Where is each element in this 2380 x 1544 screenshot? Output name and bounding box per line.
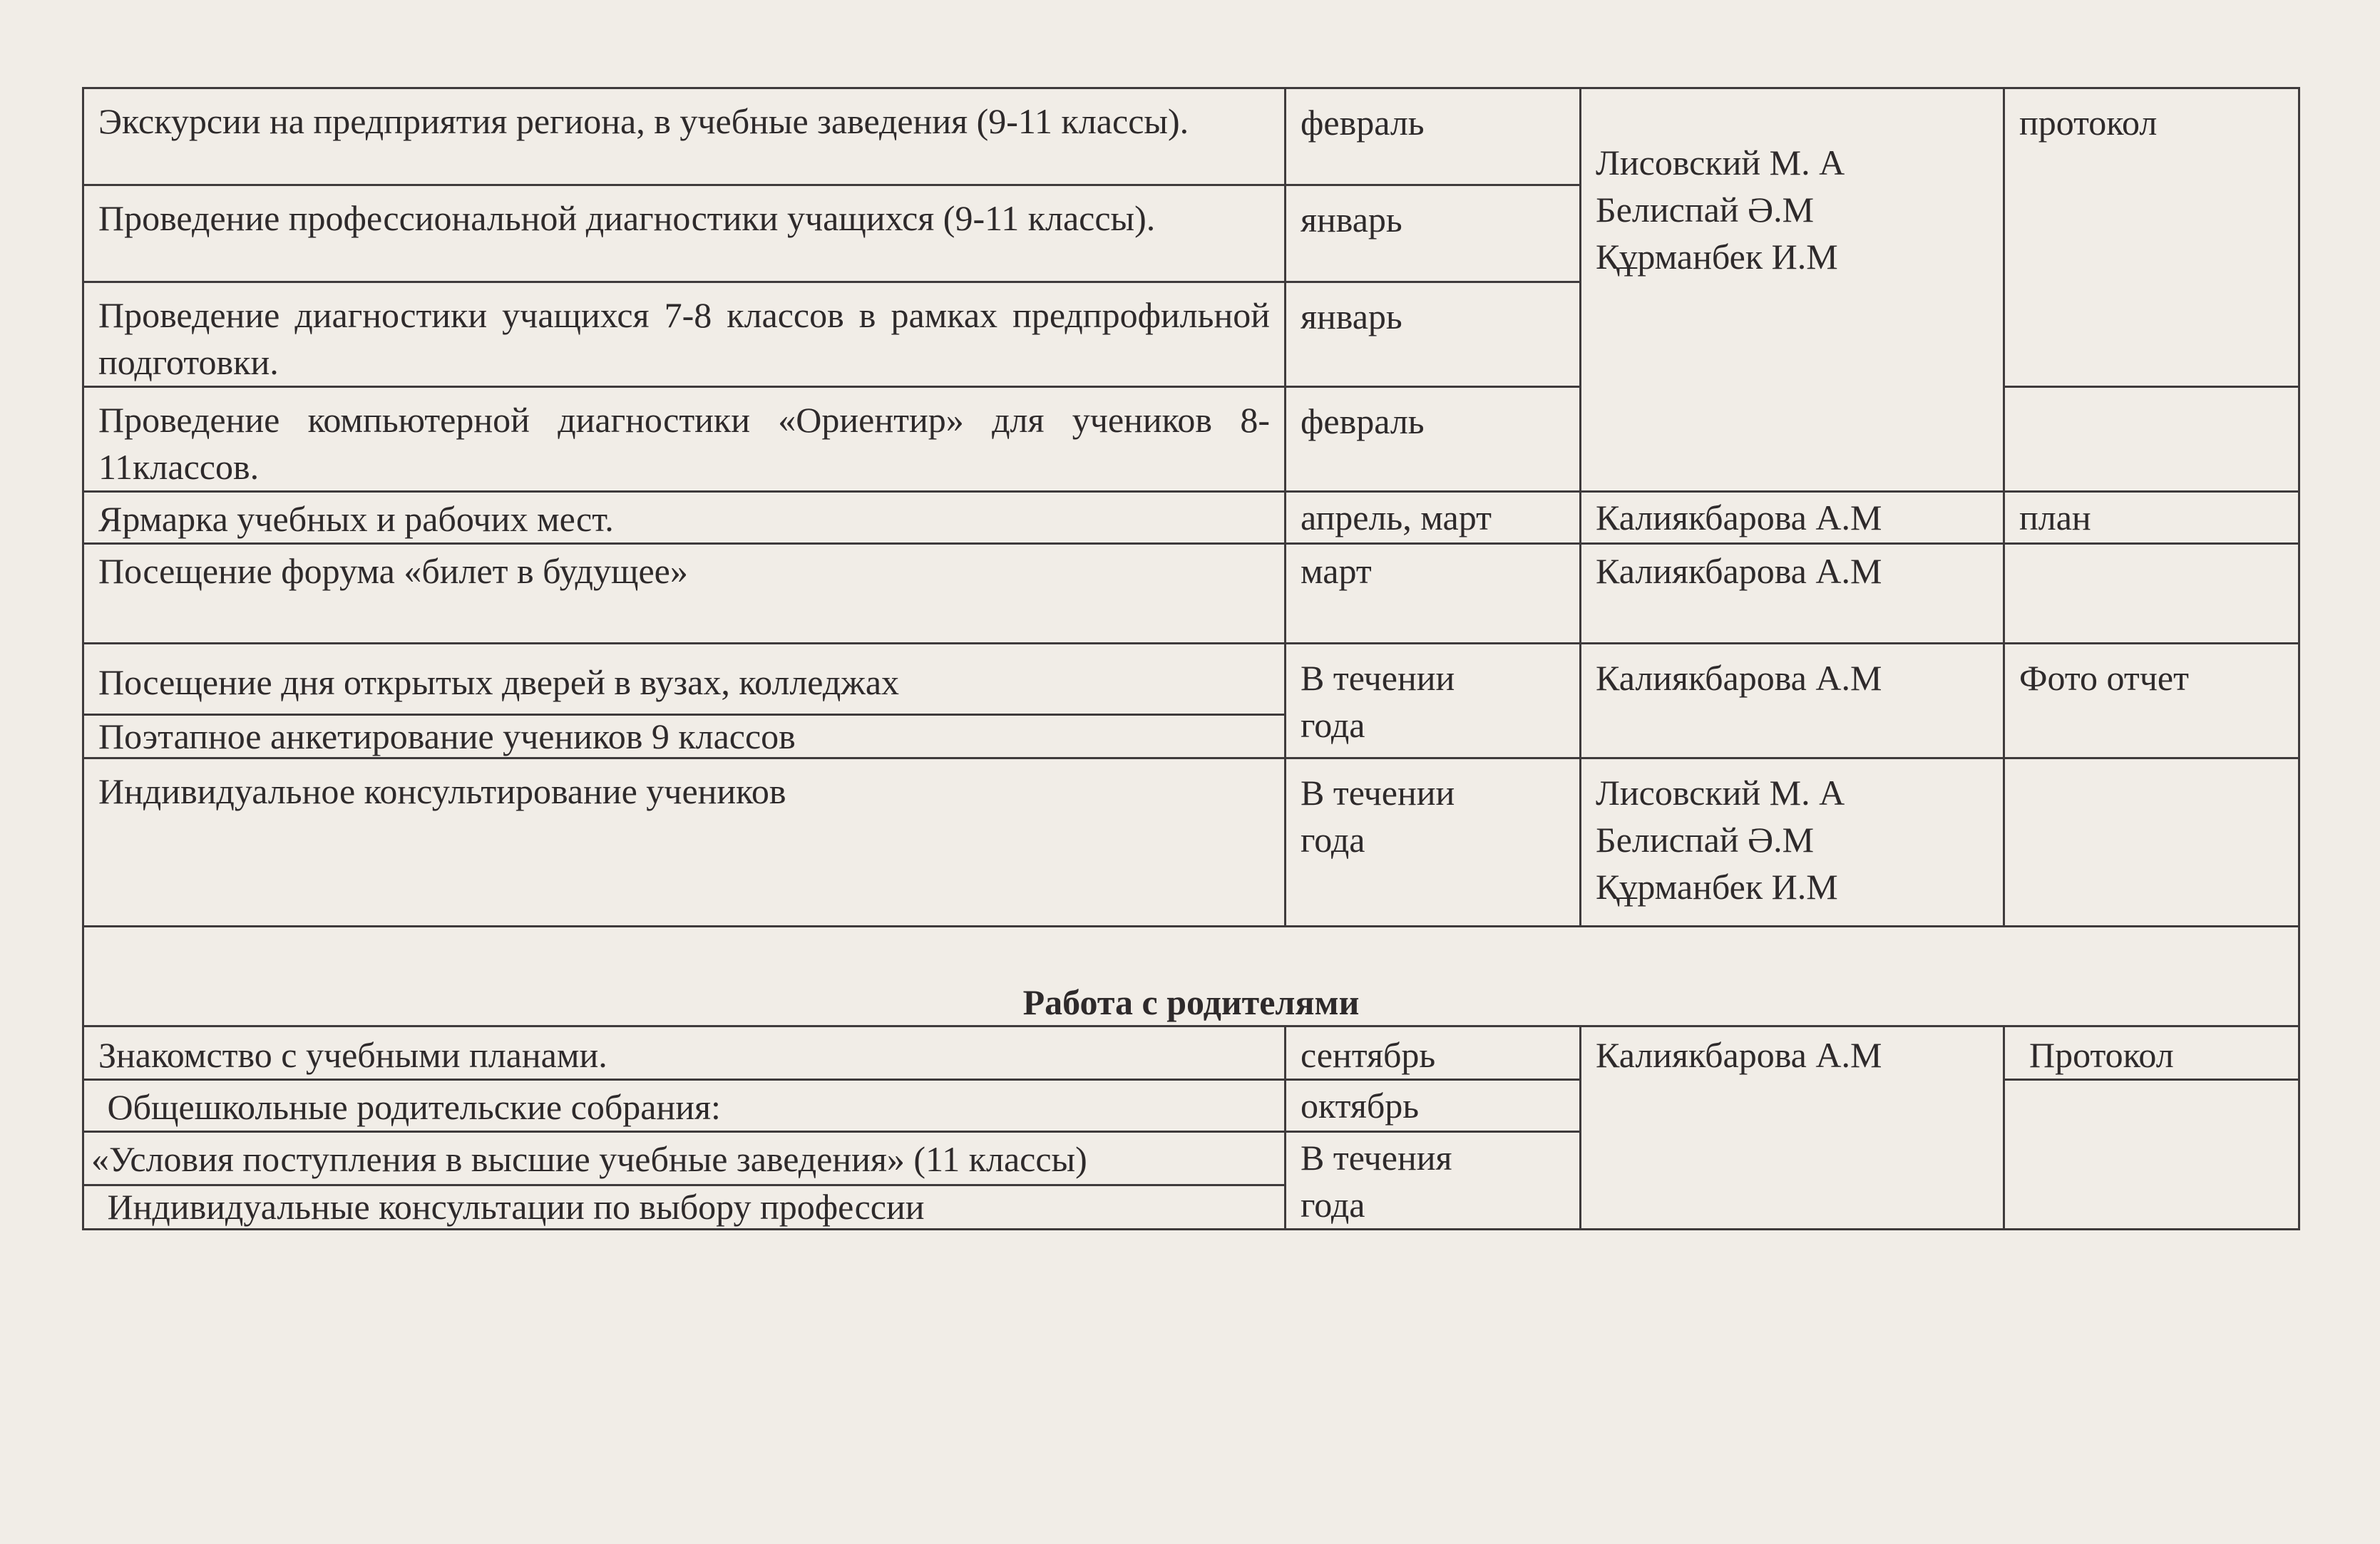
activity-cell: Проведение профессиональной диагностики учащихся (9-11 классы). [83,185,1286,282]
date-line: года [1301,705,1365,745]
date-line: В течении [1301,658,1455,698]
section-row [83,927,2299,1026]
responsible-name: Лисовский М. А [1596,143,1845,182]
activity-cell: Знакомство с учебными планами. [83,1026,1286,1080]
document-cell: Фото отчет [2004,644,2299,758]
date-line: В течении [1301,773,1455,813]
date-cell: февраль [1286,88,1581,185]
date-cell: февраль [1286,387,1581,492]
table-row [83,492,2299,544]
activity-cell: Ярмарка учебных и рабочих мест. [83,492,1286,544]
document-cell [2004,1080,2299,1230]
date-line: В течения [1301,1138,1452,1178]
responsible-name: Белиспай Ә.М [1596,190,1815,230]
activity-cell: Экскурсии на предприятия региона, в учебные заведения (9-11 классы). [83,88,1286,185]
date-line: года [1301,1185,1365,1225]
responsible-cell: Калиякбарова А.М [1581,544,2004,644]
activity-cell: Посещение форума «билет в будущее» [83,544,1286,644]
responsible-cell: Калиякбарова А.М [1581,644,2004,758]
date-cell: март [1286,544,1581,644]
table-row [83,88,2299,185]
responsible-name: Құрманбек И.М [1596,867,1838,907]
date-cell: январь [1286,185,1581,282]
document-cell: Протокол [2004,1026,2299,1080]
activity-cell: Проведение компьютерной диагностики «Ориентир» для учеников 8-11классов. [83,387,1286,492]
plan-table [82,87,2300,1230]
table-row [83,544,2299,644]
date-cell [1286,1132,1581,1230]
document-cell: план [2004,492,2299,544]
activity-cell: Общешкольные родительские собрания: [83,1080,1286,1132]
responsible-cell [1581,758,2004,927]
activity-cell: Поэтапное анкетирование учеников 9 классов [83,715,1286,758]
table-row [83,1026,2299,1080]
date-cell: январь [1286,282,1581,387]
activity-cell: Индивидуальные консультации по выбору профессии [83,1185,1286,1229]
date-line: года [1301,820,1365,860]
activity-cell: Индивидуальное консультирование учеников [83,758,1286,927]
activity-cell: Посещение дня открытых дверей в вузах, колледжах [83,644,1286,715]
section-title: Работа с родителями [83,927,2299,1026]
responsible-cell: Калиякбарова А.М [1581,1026,2004,1230]
activity-cell: Проведение диагностики учащихся 7-8 классов в рамках предпрофильной подготовки. [83,282,1286,387]
table-row [83,644,2299,715]
document-cell: протокол [2004,88,2299,387]
date-cell: апрель, март [1286,492,1581,544]
responsible-cell: Калиякбарова А.М [1581,492,2004,544]
table-row [83,758,2299,927]
responsible-name: Құрманбек И.М [1596,237,1838,277]
responsible-cell [1581,88,2004,492]
document-cell [2004,758,2299,927]
activity-cell: «Условия поступления в высшие учебные заведения» (11 классы) [83,1132,1286,1185]
document-cell [2004,387,2299,492]
date-cell [1286,644,1581,758]
date-cell: сентябрь [1286,1026,1581,1080]
responsible-name: Белиспай Ә.М [1596,820,1815,860]
date-cell: октябрь [1286,1080,1581,1132]
date-cell [1286,758,1581,927]
responsible-name: Лисовский М. А [1596,773,1845,813]
document-cell [2004,544,2299,644]
